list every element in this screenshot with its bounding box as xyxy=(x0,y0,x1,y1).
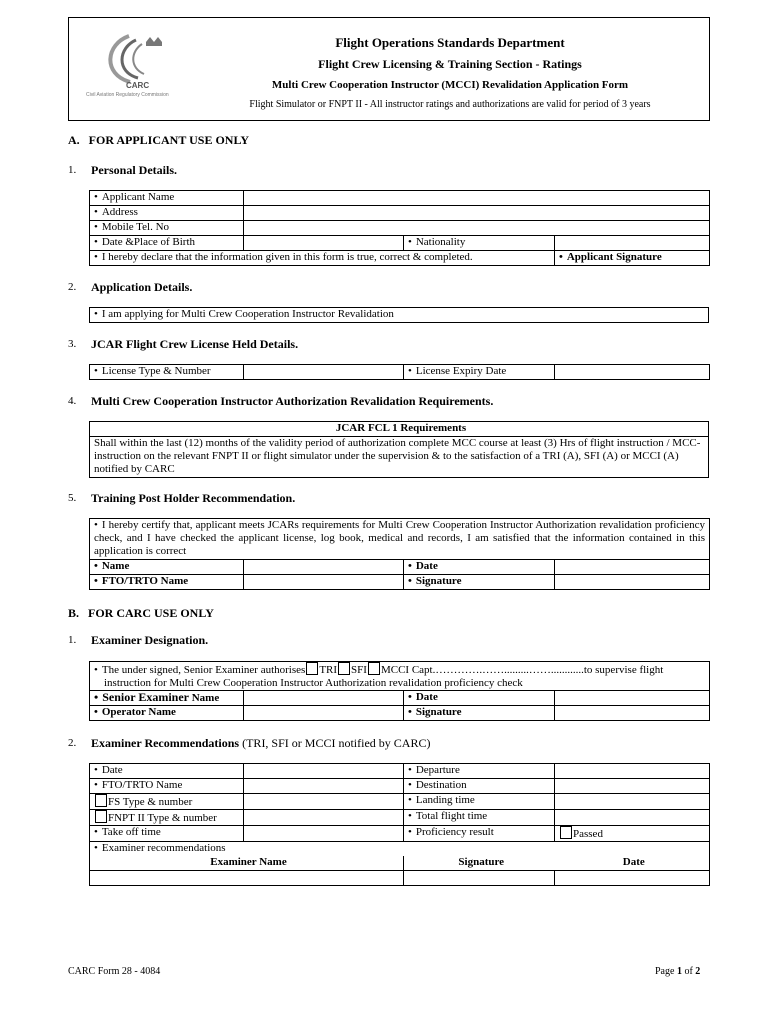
section-title: Examiner Designation. xyxy=(91,633,209,647)
total-time-field[interactable] xyxy=(555,810,710,826)
rec-date-field[interactable] xyxy=(244,764,404,779)
personal-details-table xyxy=(89,190,710,266)
examiner-recommendations-table: • Date • Departure • FTO/TRTO Name • Destination FS Type & number • Landing time FNPT II Type & number • Total flight time • Take off time • Proficiency result Passed • Examiner recommendations Examiner Name Signature Date xyxy=(89,763,710,886)
application-details-table xyxy=(89,307,709,323)
section-title: Examiner Recommendations (TRI, SFI or MCCI notified by CARC) xyxy=(91,736,431,750)
carc-logo xyxy=(84,30,194,100)
sfi-checkbox[interactable] xyxy=(338,662,350,675)
section-number: 5. xyxy=(68,492,77,504)
passed-checkbox[interactable] xyxy=(560,826,572,839)
departure-field[interactable] xyxy=(555,764,710,779)
section-title: Flight Crew Licensing & Training Section - Ratings xyxy=(318,57,582,71)
section-number: 3. xyxy=(68,338,77,350)
designation-date-field[interactable] xyxy=(555,691,710,706)
tri-checkbox[interactable] xyxy=(306,662,318,675)
svg-text:Civil Aviation Regulatory Comm: Civil Aviation Regulatory Commission xyxy=(86,92,169,98)
dob-field[interactable] xyxy=(244,236,404,251)
form-number: CARC Form 28 - 4084 xyxy=(68,966,161,977)
license-type-field[interactable] xyxy=(244,365,404,380)
senior-examiner-name-field[interactable] xyxy=(244,691,404,706)
license-expiry-field[interactable] xyxy=(555,365,710,380)
section-title: Application Details. xyxy=(91,280,193,294)
section-title: Training Post Holder Recommendation. xyxy=(91,491,296,505)
landing-field[interactable] xyxy=(555,794,710,810)
label-cell: • Date &Place of Birth xyxy=(90,236,244,251)
label-cell: • Address xyxy=(90,206,244,221)
section-number: 2. xyxy=(68,281,77,293)
address-field[interactable] xyxy=(244,206,710,221)
page-indicator: Page 1 of 2 xyxy=(655,966,701,977)
examiner-designation-table: • The under signed, Senior Examiner authorises TRI SFI MCCI Capt.………….…….........……............to supervise flight instruction for Multi Crew Cooperation Instructor Authorization revalidation proficiency check • Senior Examiner Name • Date • Operator Name • Signature xyxy=(89,661,710,721)
passed-cell: Passed xyxy=(555,826,710,842)
svg-text:CARC: CARC xyxy=(126,81,150,90)
certify-text: • I hereby certify that, applicant meets JCARs requirements for Multi Crew Cooperation Instructor Authorization revalidation proficiency check, and I have checked the applicant license, log book, medical and records, I am satisfied that the information contained in this application is correct xyxy=(90,519,710,560)
fs-field[interactable] xyxy=(244,794,404,810)
examiner-name-field[interactable] xyxy=(90,871,404,886)
part-a-title: A. FOR APPLICANT USE ONLY xyxy=(68,133,250,147)
section-number: 2. xyxy=(68,737,77,749)
fnpt-field[interactable] xyxy=(244,810,404,826)
operator-name-field[interactable] xyxy=(244,706,404,721)
requirements-table xyxy=(89,421,709,478)
section-number: 1. xyxy=(68,164,77,176)
post-holder-table: • I hereby certify that, applicant meets JCARs requirements for Multi Crew Cooperation Instructor Authorization revalidation proficiency check, and I have checked the applicant license, log book, medical and records, I am satisfied that the information contained in this application is correct • Name • Date • FTO/TRTO Name • Signature xyxy=(89,518,710,590)
fs-checkbox[interactable] xyxy=(95,794,107,807)
applicant-signature-field[interactable]: • Applicant Signature xyxy=(555,251,710,266)
fto-name-field[interactable] xyxy=(244,575,404,590)
label-cell: • Nationality xyxy=(404,236,555,251)
fnpt-checkbox[interactable] xyxy=(95,810,107,823)
requirements-header: JCAR FCL 1 Requirements xyxy=(90,422,709,437)
form-title: Multi Crew Cooperation Instructor (MCCI) Revalidation Application Form xyxy=(271,79,629,91)
post-holder-date-field[interactable] xyxy=(555,560,710,575)
post-holder-name-field[interactable] xyxy=(244,560,404,575)
nationality-field[interactable] xyxy=(555,236,710,251)
part-b-title: B. FOR CARC USE ONLY xyxy=(68,606,214,620)
designation-text: • The under signed, Senior Examiner authorises TRI SFI MCCI Capt.………….…….........……............to supervise flight instruction for Multi Crew Cooperation Instructor Authorization revalidation proficiency check xyxy=(90,662,710,691)
post-holder-signature-field[interactable] xyxy=(555,575,710,590)
destination-field[interactable] xyxy=(555,779,710,794)
section-number: 1. xyxy=(68,634,77,646)
section-title: JCAR Flight Crew License Held Details. xyxy=(91,337,299,351)
examiner-date-field[interactable] xyxy=(555,871,710,886)
designation-signature-field[interactable] xyxy=(555,706,710,721)
section-number: 4. xyxy=(68,395,77,407)
applicant-name-field[interactable] xyxy=(244,191,710,206)
takeoff-field[interactable] xyxy=(244,826,404,842)
rec-fto-field[interactable] xyxy=(244,779,404,794)
section-title: Multi Crew Cooperation Instructor Authorization Revalidation Requirements. xyxy=(91,394,494,408)
declaration-cell: • I hereby declare that the information given in this form is true, correct & completed. xyxy=(90,251,555,266)
mobile-field[interactable] xyxy=(244,221,710,236)
examiner-signature-field[interactable] xyxy=(404,871,555,886)
mcci-checkbox[interactable] xyxy=(368,662,380,675)
label-cell: • Applicant Name xyxy=(90,191,244,206)
label-cell: • Mobile Tel. No xyxy=(90,221,244,236)
dept-title: Flight Operations Standards Department xyxy=(335,35,565,50)
section-title: Personal Details. xyxy=(91,163,177,177)
license-table: • License Type & Number • License Expiry Date xyxy=(89,364,710,380)
applying-cell[interactable]: • I am applying for Multi Crew Cooperation Instructor Revalidation xyxy=(90,308,709,323)
requirements-text: Shall within the last (12) months of the validity period of authorization complete MCC course at least (3) Hrs of flight instruction / MCC-instruction on the relevant FNPT II or flight simulator under the supervision & to the satisfaction of a TRI (A), SFI (A) or MCCI (A) notified by CARC xyxy=(90,437,709,478)
form-subtitle: Flight Simulator or FNPT II - All instructor ratings and authorizations are valid for period of 3 years xyxy=(249,99,651,110)
